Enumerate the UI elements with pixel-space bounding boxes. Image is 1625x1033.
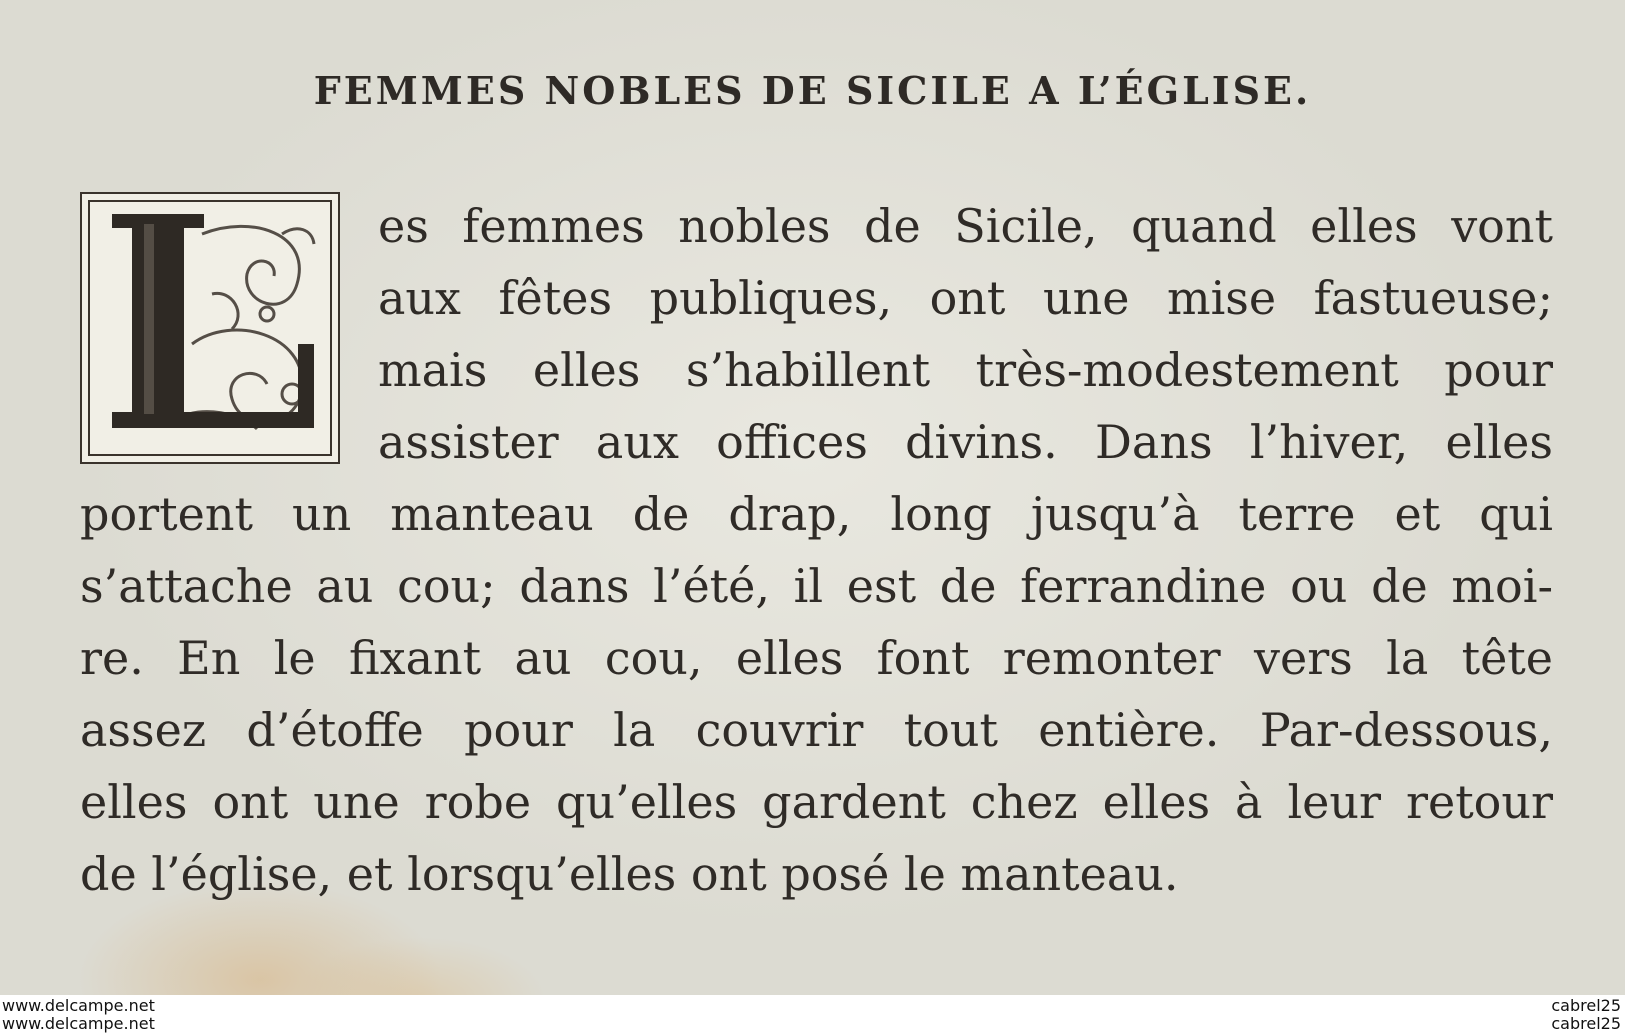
paragraph-line-8: assez d’étoffe pour la couvrir tout entière. Par-dessous,: [80, 703, 1553, 757]
paragraph-line-10: de l’église, et lorsqu’elles ont posé le manteau.: [80, 847, 1179, 901]
watermark-footer: [0, 995, 1625, 1033]
dropcap-ornament-icon: [82, 194, 338, 462]
paragraph-line-5: portent un manteau de drap, long jusqu’à terre et qui: [80, 487, 1553, 541]
paragraph-line-7: re. En le fixant au cou, elles font remonter vers la tête: [80, 631, 1553, 685]
watermark-right-2: cabrel25: [1551, 1014, 1621, 1033]
paragraph-beside-dropcap: [378, 190, 1553, 478]
paragraph-line-3: mais elles s’habillent très-modestement pour: [378, 343, 1553, 397]
watermark-right-1: cabrel25: [1551, 996, 1621, 1015]
watermark-left-2: www.delcampe.net: [2, 1014, 155, 1033]
paragraph-line-1: es femmes nobles de Sicile, quand elles vont: [378, 199, 1553, 253]
paragraph-line-9: elles ont une robe qu’elles gardent chez elles à leur retour: [80, 775, 1553, 829]
paragraph-line-2: aux fêtes publiques, ont une mise fastueuse;: [378, 271, 1553, 325]
watermark-left-1: www.delcampe.net: [2, 996, 155, 1015]
paragraph-line-4: assister aux offices divins. Dans l’hiver, elles: [378, 415, 1553, 469]
page-title: FEMMES NOBLES DE SICILE A L’ÉGLISE.: [313, 68, 1312, 113]
paragraph-line-6: s’attache au cou; dans l’été, il est de ferrandine ou de moi-: [80, 559, 1553, 613]
ornate-dropcap: [80, 192, 340, 464]
paragraph-body: [80, 478, 1553, 910]
